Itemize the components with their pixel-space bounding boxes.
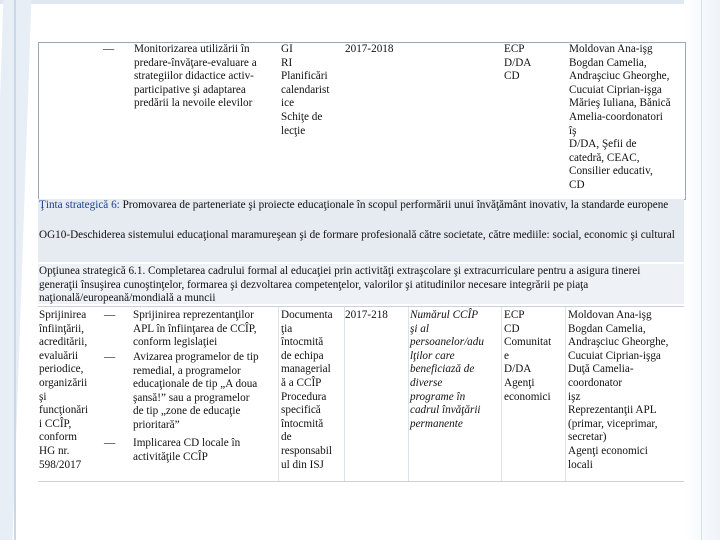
strategic-target bbox=[39, 199, 681, 213]
bullet-dash: — bbox=[104, 351, 116, 363]
responsible-cell: Moldovan Ana-işg Bogdan Camelia, Andraşciuc Gheorghe, Cucuiat Ciprian-işga Duţă Camelia- coordonator işz Reprezentanţii APL (primar, viceprimar, secretar) Agenţi economici locali bbox=[568, 309, 669, 471]
activity-cd-local: Implicarea CD locale în activităţile CCÎP bbox=[133, 437, 241, 463]
activity-programs: Avizarea programelor de tip remedial, a programelor educaţionale de tip „A doua şansă!” sau a programelor de tip „zone de educaţie prioritară” bbox=[133, 351, 259, 431]
strategic-target-block bbox=[38, 199, 684, 262]
activity-ccip: Sprijinirea reprezentanţilor APL în înfiinţarea de CCÎP, conform legislaţiei bbox=[133, 309, 257, 349]
right-decoration-line bbox=[701, 0, 702, 540]
resources-cell: Documenta ţia întocmită de echipa managerial ă a CCÎP Procedura specifică întocmită de responsabil ul din ISJ bbox=[281, 309, 333, 471]
bullet-dash: — bbox=[104, 437, 116, 449]
objective-og10: OG10-Deschiderea sistemului educaţional maramureşean şi de formare profesională către societate, către mediile: social, economic şi cultural bbox=[39, 229, 675, 241]
period-cell: 2017-2018 bbox=[345, 43, 394, 55]
responsible-cell: Moldovan Ana-işg Bogdan Camelia, Andraşciuc Gheorghe, Cucuiat Ciprian-işga Mărieş Iuliana, Bănică Amelia-coordonatori îş D/DA, Şefii de catedră, CEAC, Consilier educativ, CD bbox=[569, 43, 671, 191]
strategic-target-label: Ţinta strategică 6: bbox=[39, 199, 120, 211]
table-row-monitoring bbox=[38, 42, 686, 200]
indicators-cell: ECP D/DA CD bbox=[504, 43, 532, 83]
period-cell: 2017-218 bbox=[345, 309, 388, 321]
top-decoration bbox=[0, 0, 720, 4]
bullet-dash: — bbox=[103, 43, 115, 55]
strategic-option: Opţiunea strategică 6.1. Completarea cadrului formal al educaţiei prin activităţi extraşcolare şi extracurriculare pentru a asigura tinerei generaţii însuşirea cunoştinţelor, formarea şi dezvoltarea competenţelor, valorilor şi atitudinilor necesare integrării pe piaţa naţională/europeană/mondială a muncii bbox=[39, 265, 641, 305]
table-row-ccip bbox=[38, 306, 684, 482]
strategic-option-block bbox=[38, 264, 684, 304]
bullet-dash: — bbox=[104, 309, 116, 321]
activity-cell: Monitorizarea utilizării în predare-învăţare-evaluare a strategiilor didactice activ- participative şi adaptarea predării la nevoile elevilor bbox=[134, 43, 257, 110]
left-decoration bbox=[0, 0, 34, 540]
indicator-cell: Numărul CCÎP şi al persoanelor/adu lţilor care beneficiază de diverse programe în cadrul învăţării permanente bbox=[410, 309, 484, 430]
strategic-target-text: Promovarea de parteneriate şi proiecte educaţionale în scopul performării unui învăţământ inovativ, la standarde europene bbox=[119, 199, 669, 211]
right-decoration bbox=[684, 0, 720, 540]
objective-cell: Sprijinirea înfiinţării, acreditării, evaluării periodice, organizării şi funcţionări i CCÎP, conform HG nr. 598/2017 bbox=[39, 309, 89, 471]
resources-cell: GI RI Planificări calendarist ice Schiţe de lecţie bbox=[281, 43, 330, 137]
partners-cell: ECP CD Comunitat e D/DA Agenţi economici bbox=[504, 309, 552, 403]
column-divider bbox=[408, 307, 409, 481]
